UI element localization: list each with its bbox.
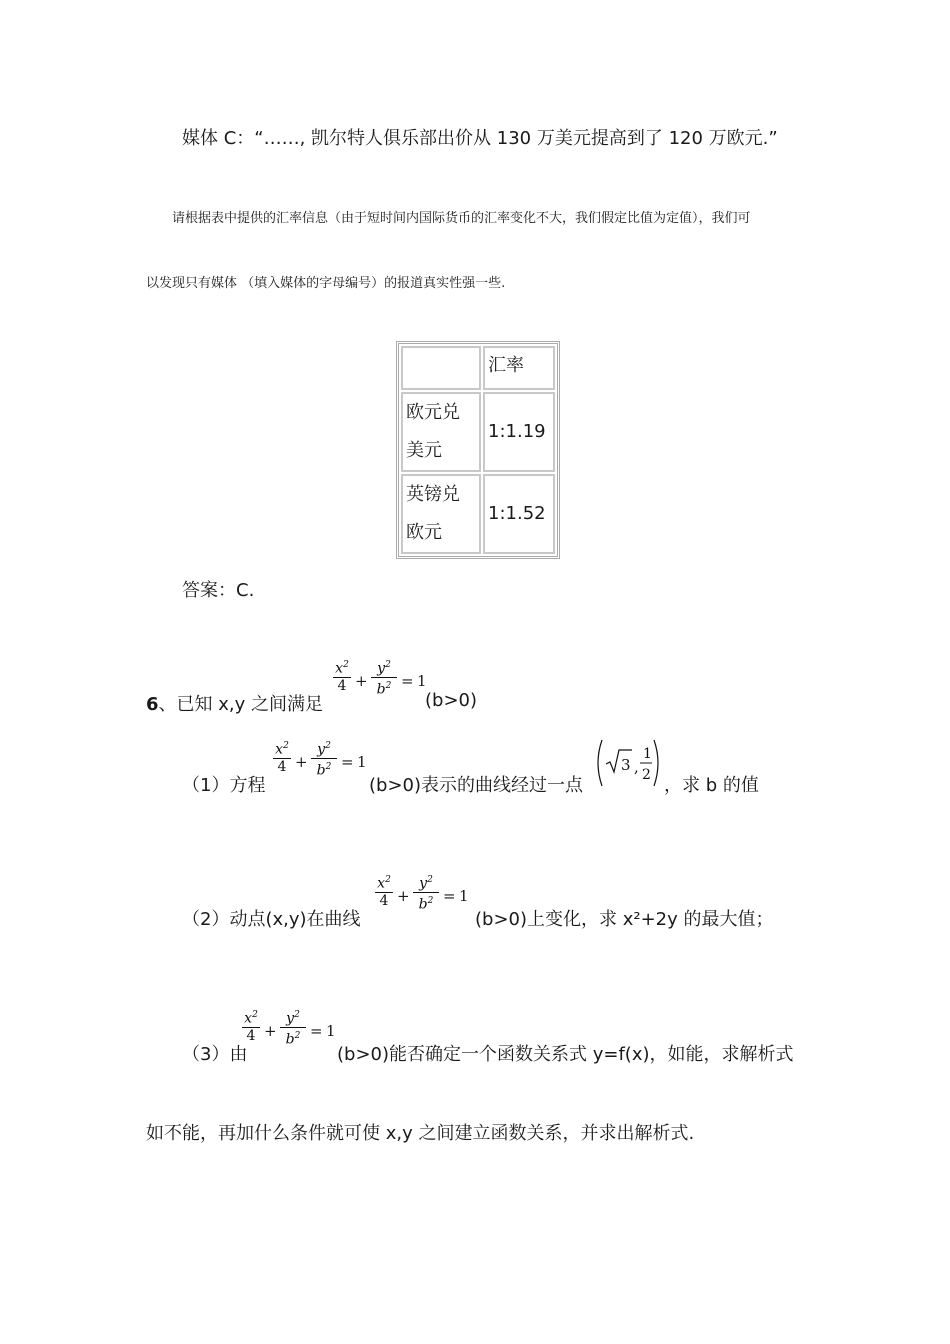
prompt-line-2: 以发现只有媒体 （填入媒体的字母编号）的报道真实性强一些. xyxy=(146,276,506,291)
part1-prefix: （1）方程 xyxy=(182,775,266,796)
table-header-empty xyxy=(401,346,481,390)
label-line-1: 欧元兑 xyxy=(406,402,460,423)
part1-suffix: ，求 b 的值 xyxy=(664,775,759,796)
svg-text:3: 3 xyxy=(621,756,631,774)
ellipse-equation: $\frac{x^2}{4}$ + $\frac{y^2}{b^2}$ = 1 xyxy=(375,872,475,920)
fraction-x2-over-4: $\frac{x^2}{4}$ xyxy=(242,1007,260,1044)
svg-text:,: , xyxy=(634,758,639,776)
ellipse-equation: $\frac{x^2}{4}$ + $\frac{y^2}{b^2}$ = 1 xyxy=(273,738,373,786)
prompt-line-1: 请根据表中提供的汇率信息（由于短时间内国际货币的汇率变化不大，我们假定比值为定值），我们可 xyxy=(172,211,751,226)
fraction-x2-over-4: $\frac{x^2}{4}$ xyxy=(333,657,351,694)
table-header-rate: 汇率 xyxy=(483,346,555,390)
table-row-value: 1:1.52 xyxy=(483,474,555,554)
q6-condition: (b>0) xyxy=(425,690,478,711)
fraction-y2-over-b2: $\frac{y^2}{b^2}$ xyxy=(311,738,337,778)
svg-text:2: 2 xyxy=(642,767,651,783)
label-line-1: 英镑兑 xyxy=(406,484,460,505)
table-row-value: 1:1.19 xyxy=(483,392,555,472)
part3-line-2: 如不能，再加什么条件就可使 x,y 之间建立函数关系，并求出解析式. xyxy=(146,1123,695,1144)
table-row-label xyxy=(401,392,481,472)
table-row-label xyxy=(401,474,481,554)
part2-prefix: （2）动点(x,y)在曲线 xyxy=(182,909,361,930)
part3-suffix: (b>0)能否确定一个函数关系式 y=f(x)，如能，求解析式 xyxy=(337,1044,794,1065)
fraction-x2-over-4: $\frac{x^2}{4}$ xyxy=(375,872,393,909)
part1-middle: (b>0)表示的曲线经过一点 xyxy=(369,775,584,796)
point-sqrt3-half xyxy=(596,736,660,790)
exchange-rate-table xyxy=(396,341,560,559)
ellipse-equation: $\frac{x^2}{4}$ + $\frac{y^2}{b^2}$ = 1 xyxy=(242,1007,342,1055)
table-row xyxy=(401,392,555,472)
answer-text: 答案：C. xyxy=(182,580,255,601)
svg-text:1: 1 xyxy=(643,746,652,762)
part3-prefix: （3）由 xyxy=(182,1044,248,1065)
ellipse-equation: $\frac{x^2}{4}$ + $\frac{y^2}{b^2}$ = 1 xyxy=(333,657,433,705)
fraction-y2-over-b2: $\frac{y^2}{b^2}$ xyxy=(413,872,439,912)
table-header-row xyxy=(401,346,555,390)
q6-intro xyxy=(146,690,323,716)
label-line-2: 欧元 xyxy=(406,522,442,543)
fraction-x2-over-4: $\frac{x^2}{4}$ xyxy=(273,738,291,775)
table-row xyxy=(401,474,555,554)
fraction-y2-over-b2: $\frac{y^2}{b^2}$ xyxy=(371,657,397,697)
media-c-statement: 媒体 C：“……, 凯尔特人俱乐部出价从 130 万美元提高到了 120 万欧元.” xyxy=(182,128,778,149)
fraction-y2-over-b2: $\frac{y^2}{b^2}$ xyxy=(280,1007,306,1047)
part2-suffix: (b>0)上变化，求 x²+2y 的最大值； xyxy=(475,909,774,930)
label-line-2: 美元 xyxy=(406,440,442,461)
q6-intro-text: 、已知 x,y 之间满足 xyxy=(158,694,324,715)
q6-number: 6 xyxy=(146,694,159,715)
